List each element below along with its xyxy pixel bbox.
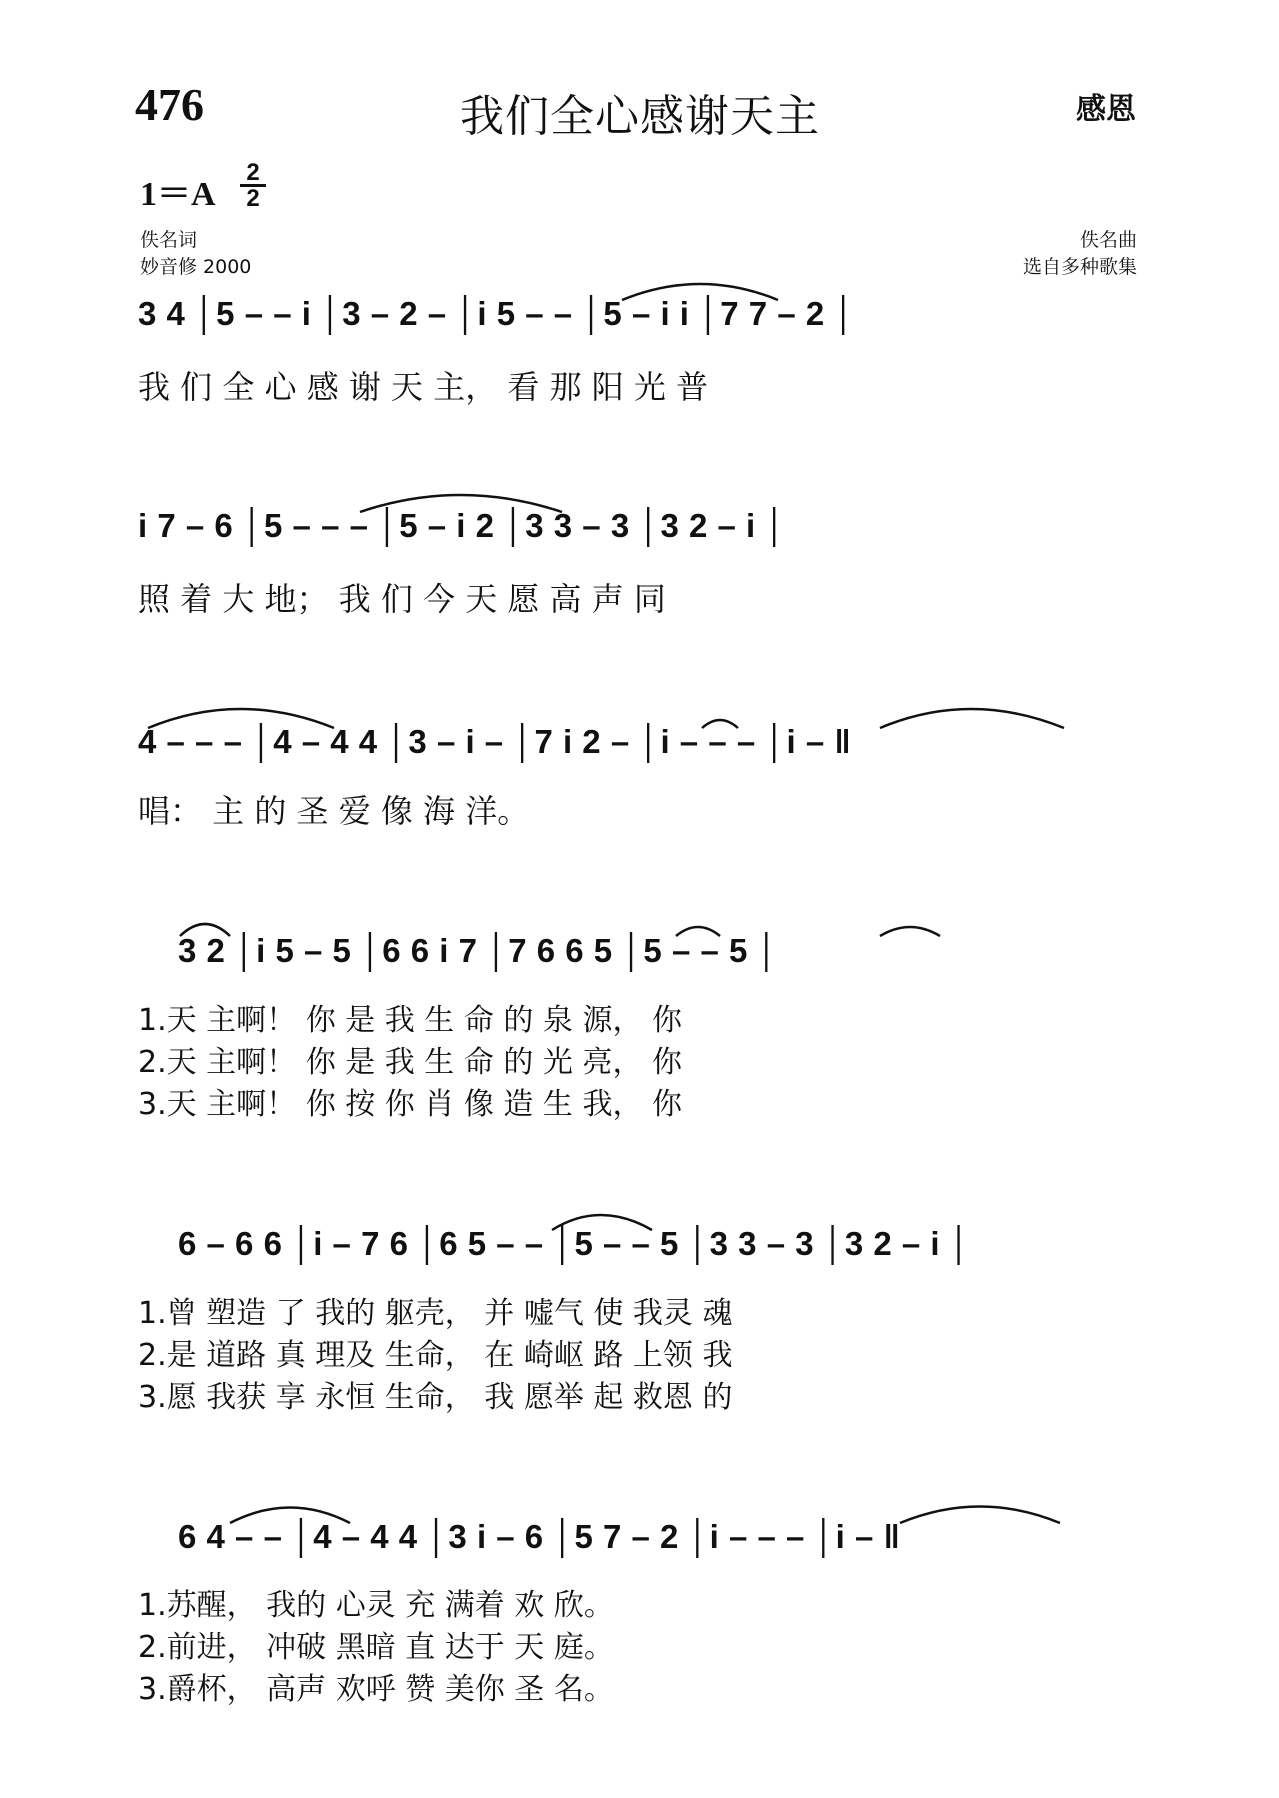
editor-credit: 妙音修 2000 (140, 256, 252, 278)
source-credit: 选自多种歌集 (1022, 256, 1137, 278)
music-line-2: i 7 – 6 │5 – – – │5 – i 2 │3 3 – 3 │3 2 – i │ (138, 507, 787, 544)
hymn-category: 感恩 (1076, 92, 1136, 127)
lyric-line-3: 唱： 主 的 圣 爱 像 海 洋。 (138, 792, 530, 830)
lyric-line-1: 我 们 全 心 感 谢 天 主， 看 那 阳 光 普 (138, 368, 709, 406)
slur (180, 924, 230, 936)
slur (230, 1508, 350, 1524)
music-line-6: 6 4 – – │4 – 4 4 │3 i – 6 │5 7 – 2 │i – – – │i – ‖ (178, 1518, 901, 1555)
lyric-line-6-verse-1: 1.苏醒， 我的 心灵 充 满着 欢 欣。 (138, 1588, 614, 1623)
music-line-4: 3 2 │i 5 – 5 │6 6 i 7 │7 6 6 5 │5 – – 5 │ (178, 932, 779, 969)
lyric-line-5-verse-1: 1.曾 塑造 了 我的 躯壳， 并 嘘气 使 我灵 魂 (138, 1296, 733, 1331)
music-line-5: 6 – 6 6 │i – 7 6 │6 5 – – │5 – – 5 │3 3 – 3 │3 2 – i │ (178, 1225, 971, 1262)
lyric-line-6-verse-3: 3.爵杯， 高声 欢呼 赞 美你 圣 名。 (138, 1672, 614, 1707)
lyric-line-4-verse-2: 2.天 主啊！ 你 是 我 生 命 的 光 亮， 你 (138, 1045, 682, 1080)
music-line-3: 4 – – – │4 – 4 4 │3 – i – │7 i 2 – │i – – – │i – ‖ (138, 723, 852, 760)
lyric-line-5-verse-2: 2.是 道路 真 理及 生命， 在 崎岖 路 上领 我 (138, 1338, 733, 1373)
hymn-title: 我们全心感谢天主 (460, 91, 820, 142)
key-signature: 1＝A (140, 176, 216, 213)
lyric-line-5-verse-3: 3.愿 我获 享 永恒 生命， 我 愿举 起 救恩 的 (138, 1380, 733, 1415)
slur (900, 1507, 1060, 1524)
slur (552, 1215, 652, 1230)
slur (880, 709, 1064, 728)
composer-credit: 佚名曲 (1079, 229, 1137, 251)
music-line-1: 3 4 │5 – – i │3 – 2 – │i 5 – – │5 – i i │7 7 – 2 │ (138, 295, 856, 332)
lyric-line-4-verse-1: 1.天 主啊！ 你 是 我 生 命 的 泉 源， 你 (138, 1003, 682, 1038)
lyricist-credit: 佚名词 (140, 229, 198, 251)
lyric-line-2: 照 着 大 地； 我 们 今 天 愿 高 声 同 (138, 580, 666, 618)
hymn-number: 476 (135, 79, 204, 130)
time-signature-top: 2 (246, 159, 260, 186)
slur (148, 709, 334, 728)
lyric-line-6-verse-2: 2.前进， 冲破 黑暗 直 达于 天 庭。 (138, 1630, 614, 1665)
slur (360, 495, 562, 512)
slur (702, 720, 738, 728)
slur (676, 927, 720, 936)
lyric-line-4-verse-3: 3.天 主啊！ 你 按 你 肖 像 造 生 我， 你 (138, 1087, 682, 1122)
slur (880, 927, 940, 936)
slur (622, 284, 778, 300)
time-signature-bottom: 2 (246, 185, 260, 212)
